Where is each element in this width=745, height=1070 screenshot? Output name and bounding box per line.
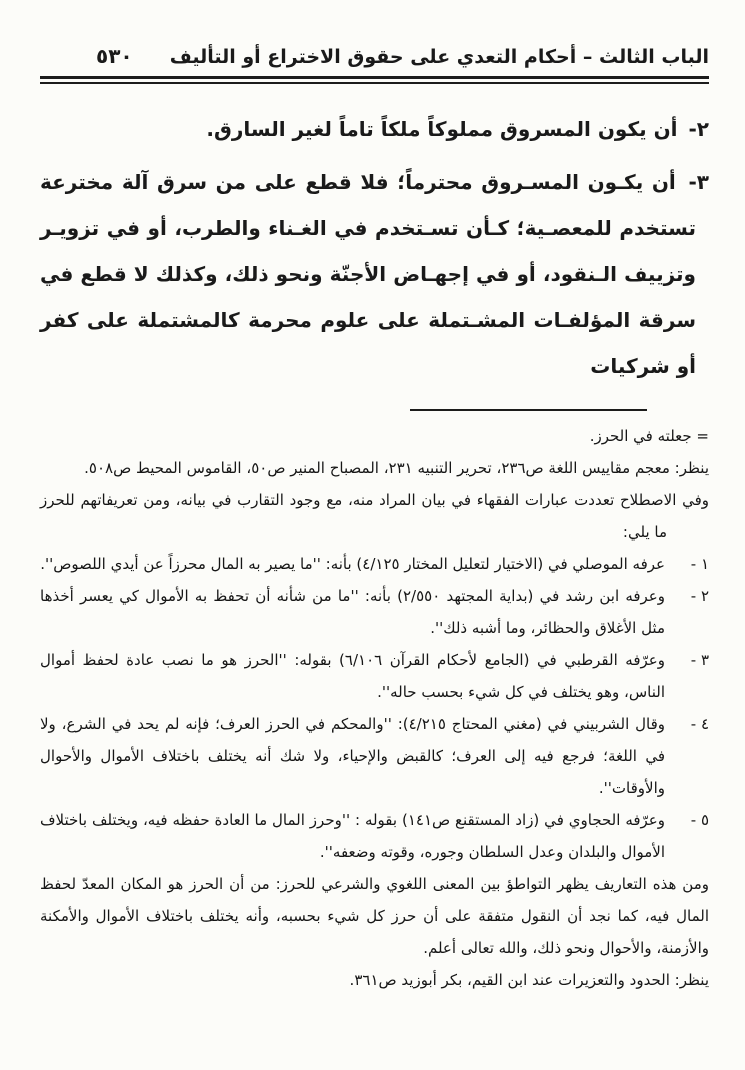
footnote-conclusion: ومن هذه التعاريف يظهر التواطؤ بين المعنى اللغوي والشرعي للحرز: من أن الحرز هو المكان المعدّ لحفظ المال فيه، كما نجد أن النقول متفقة على أن حرز كل شيء بحسبه، وأنه يختلف باختلاف الأموال والأمكنة والأزمنة، والأحوال ونحو ذلك، والله تعالى أعلم. <box>40 875 709 957</box>
definition-text: وعرفه ابن رشد في (بداية المجتهد ٢/٥٥٠) بأنه: ''ما من شأنه أن تحفظ به الأموال كي يعسر أخذها مثل الأغلاق والحظائر، وما أشبه ذلك''. <box>40 587 666 637</box>
definition-number: ٣ - <box>690 651 709 669</box>
footnote-definition-1 <box>40 548 709 580</box>
item-number: ٣- <box>688 170 709 194</box>
item-text: أن يكون المسروق مملوكاً ملكاً تاماً لغير السارق. <box>206 117 678 141</box>
body-item-2 <box>40 106 709 152</box>
footnote-definition-2 <box>40 580 709 644</box>
footnote-references-2: ينظر: الحدود والتعزيرات عند ابن القيم، بكر أبوزيد ص٣٦١. <box>349 971 709 989</box>
footnotes-block <box>40 420 709 996</box>
footnote-intro: وفي الاصطلاح تعددت عبارات الفقهاء في بيان المراد منه، مع وجود التقارب في بيانه، ومن تعريفاتهم للحرز ما يلي: <box>40 491 709 541</box>
definition-number: ٢ - <box>690 587 709 605</box>
footnote-definition-4 <box>40 708 709 804</box>
definition-text: وعرّفه القرطبي في (الجامع لأحكام القرآن ٦/١٠٦) بقوله: ''الحرز هو ما نصب عادة لحفظ أموال الناس، وهو يختلف في كل شيء بحسب حاله''. <box>40 651 665 701</box>
chapter-title: الباب الثالث – أحكام التعدي على حقوق الاختراع أو التأليف <box>169 46 709 68</box>
footnote-continuation: = جعلته في الحرز. <box>589 427 709 445</box>
page-number: ٥٣٠ <box>96 44 133 68</box>
definition-number: ١ - <box>690 555 709 573</box>
body-item-3 <box>40 159 709 389</box>
definition-text: عرفه الموصلي في (الاختيار لتعليل المختار ٤/١٢٥) بأنه: ''ما يصير به المال محرزاً عن أيدي اللصوص''. <box>40 555 665 573</box>
header-double-rule <box>40 76 709 84</box>
definition-number: ٤ - <box>690 715 709 733</box>
item-text: أن يكـون المسـروق محترماً؛ فلا قطع على من سرق آلة مخترعة تستخدم للمعصـية؛ كـأن تسـتخدم في الغـناء والطرب، أو في تزويـر وتزييف الـنقود، أو في إجهـاض الأجنّة ونحو ذلك، وكذلك لا قطع في سرقة المؤلفـات المشـتملة على علوم محرمة كالمشتملة على كفر أو شركيات <box>40 170 696 378</box>
definition-number: ٥ - <box>690 811 709 829</box>
main-text <box>40 106 709 389</box>
item-number: ٢- <box>688 117 709 141</box>
footnote-definition-5 <box>40 804 709 868</box>
definition-text: وعرّفه الحجاوي في (زاد المستقنع ص١٤١) بقوله : ''وحرز المال ما العادة حفظه فيه، ويختلف باختلاف الأموال والبلدان وعدل السلطان وجوره، وقوته وضعفه''. <box>40 811 665 861</box>
footnote-separator <box>410 409 647 411</box>
page-header <box>40 44 709 68</box>
footnote-references-1: ينظر: معجم مقاييس اللغة ص٢٣٦، تحرير التنبيه ٢٣١، المصباح المنير ص٥٠، القاموس المحيط ص٥٠٨. <box>84 459 709 477</box>
definition-text: وقال الشربيني في (مغني المحتاج ٤/٢١٥): ''والمحكم في الحرز العرف؛ فإنه لم يحد في الشرع، ولا في اللغة؛ فرجع فيه إلى العرف؛ كالقبض والإحياء، ولا شك أنه يختلف باختلاف الأموال والأحوال والأوقات''. <box>40 715 665 797</box>
footnote-definition-3 <box>40 644 709 708</box>
